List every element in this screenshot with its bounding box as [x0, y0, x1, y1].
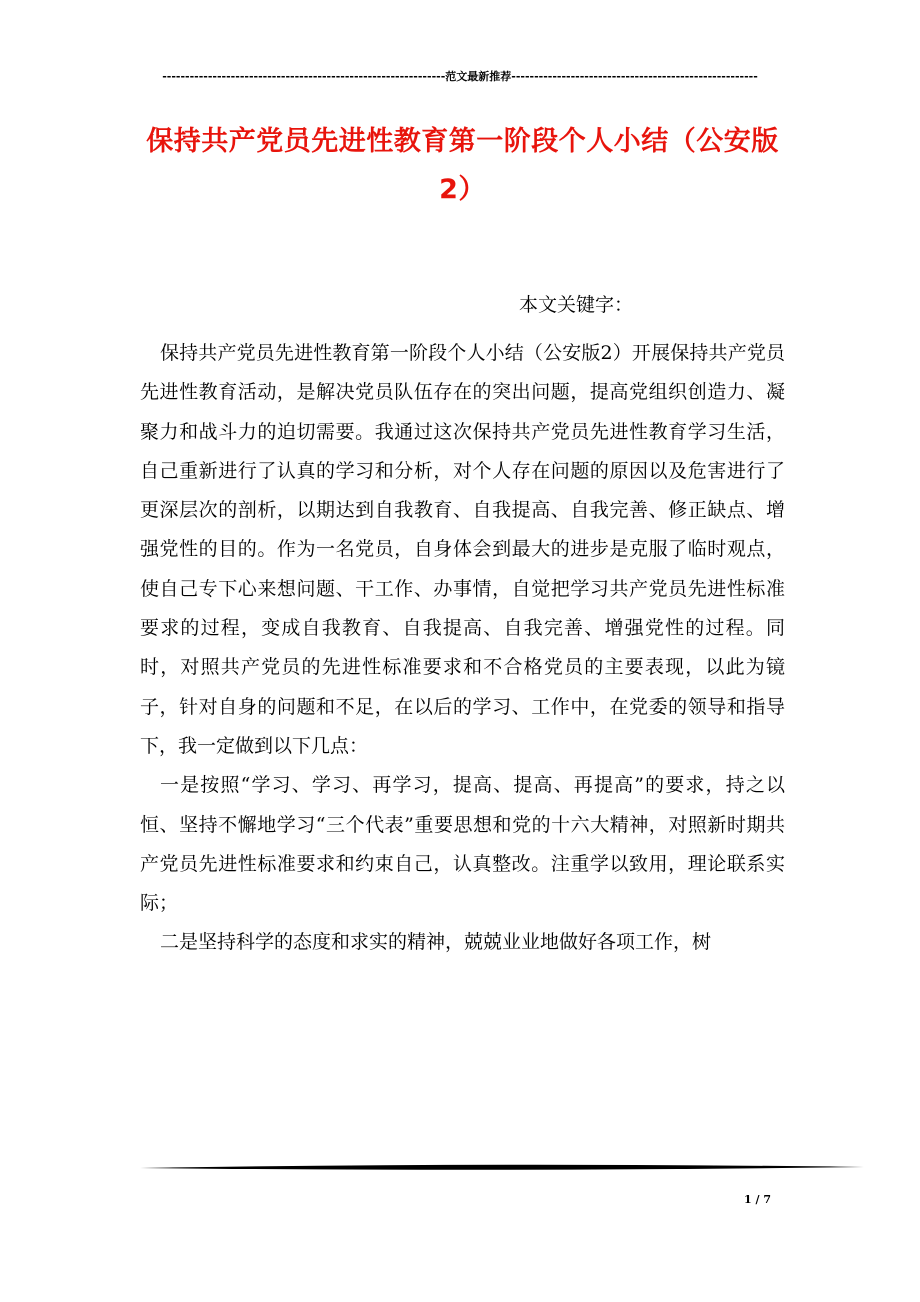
page-number: 1 / 7	[744, 1193, 771, 1206]
body-paragraph: 保持共产党员先进性教育第一阶段个人小结（公安版2）开展保持共产党员先进性教育活动，是解决党员队伍存在的突出问题，提高党组织创造力、凝聚力和战斗力的迫切需要。我通过这次保持共产党员先进性教育学习生活，自己重新进行了认真的学习和分析，对个人存在问题的原因以及危害进行了更深层次的剖析，以期达到自我教育、自我提高、自我完善、修正缺点、增强党性的目的。作为一名党员，自身体会到最大的进步是克服了临时观点，使自己专下心来想问题、干工作、办事情，自觉把学习共产党员先进性标准要求的过程，变成自我教育、自我提高、自我完善、增强党性的过程。同时，对照共产党员的先进性标准要求和不合格党员的主要表现，以此为镜子，针对自身的问题和不足，在以后的学习、工作中，在党委的领导和指导下，我一定做到以下几点：	[140, 342, 785, 757]
page-header-banner: --------------------------------------------------------------范文最新推荐------------------------------------------------------	[162, 70, 758, 83]
document-body	[140, 334, 785, 963]
body-paragraph: 二是坚持科学的态度和求实的精神，兢兢业业地做好各项工作，树	[160, 931, 712, 954]
body-paragraph: 一是按照“学习、学习、再学习，提高、提高、再提高”的要求，持之以恒、坚持不懈地学习“三个代表”重要思想和党的十六大精神，对照新时期共产党员先进性标准要求和约束自己，认真整改。注重学以致用，理论联系实际；	[140, 774, 785, 915]
footer-divider	[140, 1160, 864, 1176]
keywords-label: 本文关键字：	[519, 294, 634, 316]
document-title: 保持共产党员先进性教育第一阶段个人小结（公安版2）	[146, 126, 779, 205]
